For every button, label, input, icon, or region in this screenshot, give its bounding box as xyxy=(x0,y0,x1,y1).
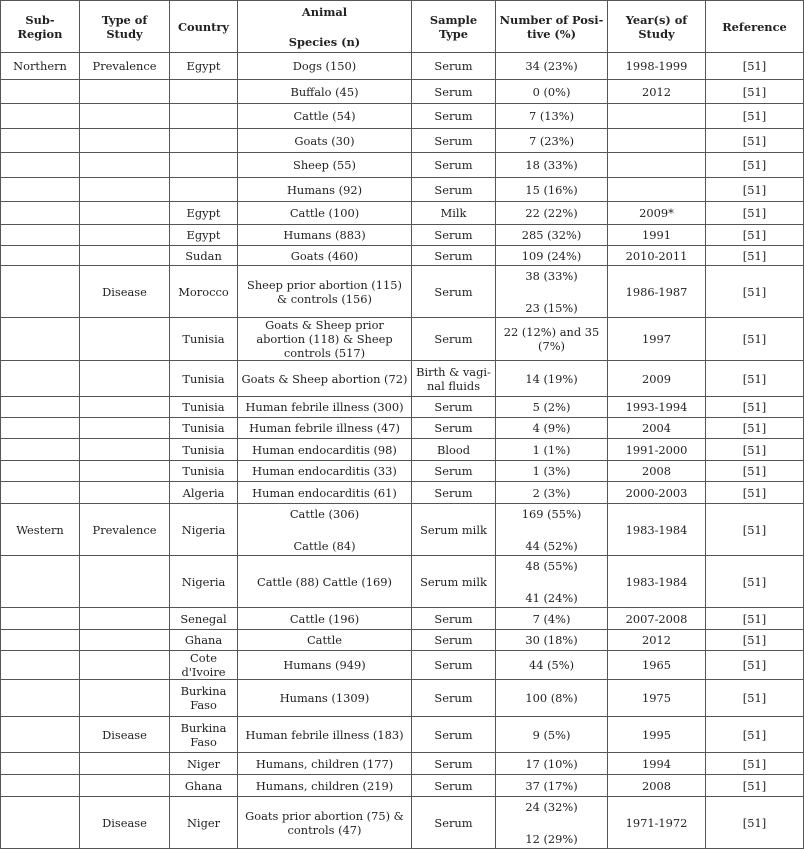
cell-animal-species: Goats prior abortion (75) & controls (47) xyxy=(238,797,412,849)
table-row xyxy=(1,775,804,797)
table-row xyxy=(1,202,804,225)
table-body xyxy=(1,53,804,849)
cell-reference: [51] xyxy=(706,53,804,80)
header-animal-species xyxy=(238,1,412,53)
cell-type-of-study xyxy=(80,556,170,608)
cell-years: 2004 xyxy=(608,418,706,439)
cell-years: 1993-1994 xyxy=(608,397,706,418)
cell-sub-region xyxy=(1,753,80,775)
cell-sample-type: Birth & vagi-nal fluids xyxy=(412,361,496,397)
cell-sample-type: Serum xyxy=(412,266,496,318)
table-row xyxy=(1,129,804,153)
cell-animal-species: Human febrile illness (183) xyxy=(238,717,412,753)
cell-sample-type: Serum xyxy=(412,461,496,482)
cell-sample-type: Serum xyxy=(412,608,496,630)
cell-animal-species: Sheep prior abortion (115) & controls (156) xyxy=(238,266,412,318)
cell-country xyxy=(170,104,238,129)
cell-type-of-study xyxy=(80,397,170,418)
cell-sub-region xyxy=(1,361,80,397)
cell-animal-species: Cattle (88) Cattle (169) xyxy=(238,556,412,608)
cell-animal-species: Humans (1309) xyxy=(238,680,412,717)
table-row xyxy=(1,178,804,202)
cell-country: Morocco xyxy=(170,266,238,318)
cell-sub-region xyxy=(1,80,80,104)
cell-sub-region xyxy=(1,556,80,608)
cell-country: Niger xyxy=(170,753,238,775)
cell-sample-type: Serum xyxy=(412,651,496,680)
cell-sub-region xyxy=(1,461,80,482)
cell-years: 1991 xyxy=(608,225,706,246)
cell-number-positive: 15 (16%) xyxy=(496,178,608,202)
cell-reference: [51] xyxy=(706,418,804,439)
cell-sub-region xyxy=(1,397,80,418)
cell-sub-region xyxy=(1,104,80,129)
cell-number-positive: 285 (32%) xyxy=(496,225,608,246)
cell-reference: [51] xyxy=(706,556,804,608)
cell-country: Cote d'Ivoire xyxy=(170,651,238,680)
cell-type-of-study xyxy=(80,439,170,461)
cell-type-of-study xyxy=(80,630,170,651)
cell-sub-region xyxy=(1,680,80,717)
table-row xyxy=(1,318,804,361)
header-number-positive: Number of Posi-tive (%) xyxy=(496,1,608,53)
cell-animal-species: Humans (883) xyxy=(238,225,412,246)
cell-sub-region: Western xyxy=(1,504,80,556)
table-row xyxy=(1,717,804,753)
cell-reference: [51] xyxy=(706,680,804,717)
cell-animal-species: Humans, children (219) xyxy=(238,775,412,797)
cell-country: Tunisia xyxy=(170,397,238,418)
cell-type-of-study: Disease xyxy=(80,717,170,753)
cell-animal-species xyxy=(238,504,412,556)
cell-reference: [51] xyxy=(706,153,804,178)
cell-years: 1995 xyxy=(608,717,706,753)
table-row xyxy=(1,225,804,246)
cell-type-of-study xyxy=(80,178,170,202)
cell-reference: [51] xyxy=(706,202,804,225)
cell-animal-species: Humans (92) xyxy=(238,178,412,202)
cell-sample-type: Serum xyxy=(412,80,496,104)
cell-years xyxy=(608,178,706,202)
cell-sample-type: Serum xyxy=(412,53,496,80)
cell-sample-type: Serum xyxy=(412,153,496,178)
cell-sample-type: Blood xyxy=(412,439,496,461)
cell-country: Burkina Faso xyxy=(170,717,238,753)
cell-years: 2008 xyxy=(608,461,706,482)
header-sub-region: Sub-Region xyxy=(1,1,80,53)
cell-years xyxy=(608,104,706,129)
cell-reference: [51] xyxy=(706,608,804,630)
cell-country: Tunisia xyxy=(170,361,238,397)
cell-animal-species: Cattle (54) xyxy=(238,104,412,129)
cell-number-positive xyxy=(496,266,608,318)
cell-sample-type: Serum milk xyxy=(412,556,496,608)
table-row xyxy=(1,104,804,129)
cell-sub-region xyxy=(1,651,80,680)
cell-reference: [51] xyxy=(706,651,804,680)
cell-type-of-study xyxy=(80,775,170,797)
table-row xyxy=(1,439,804,461)
cell-type-of-study xyxy=(80,246,170,266)
header-animal-line2: Species (n) xyxy=(288,34,361,49)
cell-sample-type: Serum xyxy=(412,482,496,504)
cell-country: Tunisia xyxy=(170,418,238,439)
cell-reference: [51] xyxy=(706,482,804,504)
cell-type-of-study xyxy=(80,361,170,397)
table-row xyxy=(1,482,804,504)
cell-type-of-study xyxy=(80,608,170,630)
cell-number-positive: 7 (23%) xyxy=(496,129,608,153)
cell-years: 2008 xyxy=(608,775,706,797)
cell-sub-region xyxy=(1,129,80,153)
cell-country: Tunisia xyxy=(170,461,238,482)
cell-sample-type: Milk xyxy=(412,202,496,225)
cell-years: 1983-1984 xyxy=(608,556,706,608)
cell-years: 1971-1972 xyxy=(608,797,706,849)
cell-sub-region xyxy=(1,153,80,178)
cell-sample-type: Serum xyxy=(412,178,496,202)
table-row xyxy=(1,797,804,849)
cell-type-of-study xyxy=(80,104,170,129)
cell-country: Senegal xyxy=(170,608,238,630)
cell-years: 1983-1984 xyxy=(608,504,706,556)
header-country: Country xyxy=(170,1,238,53)
cell-animal-species: Goats & Sheep abortion (72) xyxy=(238,361,412,397)
cell-reference: [51] xyxy=(706,461,804,482)
header-animal-line1: Animal xyxy=(301,4,348,19)
cell-sub-region xyxy=(1,225,80,246)
cell-animal-species: Goats (460) xyxy=(238,246,412,266)
cell-number-positive: 100 (8%) xyxy=(496,680,608,717)
cell-number-positive-bottom: 12 (29%) xyxy=(525,831,578,846)
cell-years: 1997 xyxy=(608,318,706,361)
cell-animal-species: Goats & Sheep prior abortion (118) & Sheep controls (517) xyxy=(238,318,412,361)
cell-number-positive: 22 (12%) and 35 (7%) xyxy=(496,318,608,361)
table-row xyxy=(1,153,804,178)
cell-sub-region xyxy=(1,418,80,439)
cell-type-of-study: Prevalence xyxy=(80,504,170,556)
cell-years: 1991-2000 xyxy=(608,439,706,461)
cell-reference: [51] xyxy=(706,104,804,129)
cell-number-positive-top: 24 (32%) xyxy=(525,799,578,814)
table-row xyxy=(1,753,804,775)
cell-years: 1998-1999 xyxy=(608,53,706,80)
cell-reference: [51] xyxy=(706,178,804,202)
cell-reference: [51] xyxy=(706,753,804,775)
cell-number-positive: 37 (17%) xyxy=(496,775,608,797)
cell-reference: [51] xyxy=(706,797,804,849)
cell-country: Burkina Faso xyxy=(170,680,238,717)
cell-number-positive-top: 48 (55%) xyxy=(525,558,578,573)
cell-number-positive: 1 (1%) xyxy=(496,439,608,461)
cell-years: 2012 xyxy=(608,80,706,104)
table-row xyxy=(1,461,804,482)
cell-years: 1986-1987 xyxy=(608,266,706,318)
cell-sub-region: Northern xyxy=(1,53,80,80)
cell-animal-species: Human endocarditis (98) xyxy=(238,439,412,461)
cell-animal-species: Dogs (150) xyxy=(238,53,412,80)
cell-type-of-study xyxy=(80,129,170,153)
cell-type-of-study xyxy=(80,318,170,361)
cell-sub-region xyxy=(1,630,80,651)
cell-reference: [51] xyxy=(706,630,804,651)
header-sample-type: Sample Type xyxy=(412,1,496,53)
cell-years: 2007-2008 xyxy=(608,608,706,630)
table-row xyxy=(1,630,804,651)
cell-type-of-study xyxy=(80,225,170,246)
cell-number-positive: 44 (5%) xyxy=(496,651,608,680)
cell-reference: [51] xyxy=(706,129,804,153)
cell-number-positive: 1 (3%) xyxy=(496,461,608,482)
cell-years: 2009 xyxy=(608,361,706,397)
cell-reference: [51] xyxy=(706,246,804,266)
cell-reference: [51] xyxy=(706,717,804,753)
cell-reference: [51] xyxy=(706,225,804,246)
cell-sub-region xyxy=(1,482,80,504)
header-reference: Reference xyxy=(706,1,804,53)
cell-type-of-study xyxy=(80,202,170,225)
cell-animal-species: Human febrile illness (47) xyxy=(238,418,412,439)
table-row xyxy=(1,246,804,266)
cell-type-of-study: Prevalence xyxy=(80,53,170,80)
cell-years: 2000-2003 xyxy=(608,482,706,504)
cell-years: 1965 xyxy=(608,651,706,680)
cell-number-positive: 7 (13%) xyxy=(496,104,608,129)
cell-number-positive: 5 (2%) xyxy=(496,397,608,418)
cell-sample-type: Serum xyxy=(412,397,496,418)
cell-sample-type: Serum xyxy=(412,680,496,717)
cell-sample-type: Serum xyxy=(412,775,496,797)
table-row xyxy=(1,266,804,318)
cell-years: 2009* xyxy=(608,202,706,225)
cell-country: Sudan xyxy=(170,246,238,266)
cell-reference: [51] xyxy=(706,504,804,556)
cell-years xyxy=(608,153,706,178)
cell-type-of-study xyxy=(80,80,170,104)
header-type-of-study: Type of Study xyxy=(80,1,170,53)
header-years: Year(s) of Study xyxy=(608,1,706,53)
cell-country: Nigeria xyxy=(170,504,238,556)
cell-type-of-study xyxy=(80,482,170,504)
cell-animal-species: Human febrile illness (300) xyxy=(238,397,412,418)
cell-animal-species: Human endocarditis (33) xyxy=(238,461,412,482)
cell-country: Algeria xyxy=(170,482,238,504)
cell-reference: [51] xyxy=(706,361,804,397)
cell-number-positive: 22 (22%) xyxy=(496,202,608,225)
cell-country: Tunisia xyxy=(170,439,238,461)
table-row xyxy=(1,556,804,608)
table-row xyxy=(1,53,804,80)
cell-type-of-study xyxy=(80,651,170,680)
table-row xyxy=(1,504,804,556)
cell-number-positive: 109 (24%) xyxy=(496,246,608,266)
cell-number-positive-bottom: 44 (52%) xyxy=(525,538,578,553)
cell-number-positive xyxy=(496,556,608,608)
cell-sample-type: Serum xyxy=(412,225,496,246)
table-row xyxy=(1,80,804,104)
cell-number-positive: 14 (19%) xyxy=(496,361,608,397)
cell-animal-species: Cattle (100) xyxy=(238,202,412,225)
cell-sub-region xyxy=(1,608,80,630)
cell-country: Egypt xyxy=(170,202,238,225)
cell-country xyxy=(170,153,238,178)
cell-type-of-study xyxy=(80,418,170,439)
cell-country xyxy=(170,178,238,202)
cell-animal-species: Human endocarditis (61) xyxy=(238,482,412,504)
header-row xyxy=(1,1,804,53)
cell-years: 2010-2011 xyxy=(608,246,706,266)
cell-animal-species: Goats (30) xyxy=(238,129,412,153)
cell-years: 1994 xyxy=(608,753,706,775)
cell-number-positive: 18 (33%) xyxy=(496,153,608,178)
cell-sample-type: Serum xyxy=(412,418,496,439)
cell-animal-species-top: Cattle (306) xyxy=(289,506,360,521)
cell-sample-type: Serum xyxy=(412,318,496,361)
cell-years xyxy=(608,129,706,153)
table-row xyxy=(1,361,804,397)
cell-type-of-study xyxy=(80,461,170,482)
cell-reference: [51] xyxy=(706,318,804,361)
cell-sub-region xyxy=(1,717,80,753)
cell-animal-species: Sheep (55) xyxy=(238,153,412,178)
cell-reference: [51] xyxy=(706,397,804,418)
table-row xyxy=(1,418,804,439)
cell-country: Ghana xyxy=(170,775,238,797)
cell-number-positive-top: 169 (55%) xyxy=(521,506,582,521)
cell-number-positive: 0 (0%) xyxy=(496,80,608,104)
cell-country xyxy=(170,80,238,104)
cell-sub-region xyxy=(1,797,80,849)
cell-number-positive: 30 (18%) xyxy=(496,630,608,651)
cell-type-of-study: Disease xyxy=(80,797,170,849)
cell-country: Egypt xyxy=(170,225,238,246)
cell-number-positive xyxy=(496,504,608,556)
cell-country: Egypt xyxy=(170,53,238,80)
cell-country: Tunisia xyxy=(170,318,238,361)
cell-reference: [51] xyxy=(706,80,804,104)
cell-number-positive xyxy=(496,797,608,849)
cell-number-positive-top: 38 (33%) xyxy=(525,268,578,283)
cell-country: Niger xyxy=(170,797,238,849)
cell-number-positive: 2 (3%) xyxy=(496,482,608,504)
cell-type-of-study xyxy=(80,680,170,717)
cell-sub-region xyxy=(1,202,80,225)
cell-number-positive: 4 (9%) xyxy=(496,418,608,439)
table-row xyxy=(1,680,804,717)
cell-type-of-study: Disease xyxy=(80,266,170,318)
table-row xyxy=(1,608,804,630)
cell-years: 1975 xyxy=(608,680,706,717)
cell-type-of-study xyxy=(80,153,170,178)
cell-animal-species: Cattle xyxy=(238,630,412,651)
cell-animal-species: Buffalo (45) xyxy=(238,80,412,104)
cell-animal-species: Cattle (196) xyxy=(238,608,412,630)
cell-reference: [51] xyxy=(706,775,804,797)
cell-sample-type: Serum xyxy=(412,753,496,775)
cell-sub-region xyxy=(1,439,80,461)
cell-sub-region xyxy=(1,178,80,202)
cell-sample-type: Serum xyxy=(412,717,496,753)
cell-reference: [51] xyxy=(706,439,804,461)
cell-number-positive: 17 (10%) xyxy=(496,753,608,775)
cell-animal-species-bottom: Cattle (84) xyxy=(293,538,356,553)
cell-number-positive: 9 (5%) xyxy=(496,717,608,753)
cell-sub-region xyxy=(1,246,80,266)
cell-animal-species: Humans (949) xyxy=(238,651,412,680)
cell-sample-type: Serum xyxy=(412,630,496,651)
cell-number-positive: 34 (23%) xyxy=(496,53,608,80)
cell-country: Ghana xyxy=(170,630,238,651)
cell-sub-region xyxy=(1,266,80,318)
cell-reference: [51] xyxy=(706,266,804,318)
cell-sample-type: Serum milk xyxy=(412,504,496,556)
cell-sample-type: Serum xyxy=(412,246,496,266)
cell-country: Nigeria xyxy=(170,556,238,608)
cell-country xyxy=(170,129,238,153)
cell-sample-type: Serum xyxy=(412,797,496,849)
cell-sub-region xyxy=(1,775,80,797)
cell-sample-type: Serum xyxy=(412,104,496,129)
cell-number-positive: 7 (4%) xyxy=(496,608,608,630)
cell-type-of-study xyxy=(80,753,170,775)
cell-years: 2012 xyxy=(608,630,706,651)
table-row xyxy=(1,397,804,418)
cell-animal-species: Humans, children (177) xyxy=(238,753,412,775)
table-row xyxy=(1,651,804,680)
cell-number-positive-bottom: 41 (24%) xyxy=(525,590,578,605)
cell-sample-type: Serum xyxy=(412,129,496,153)
cell-sub-region xyxy=(1,318,80,361)
cell-number-positive-bottom: 23 (15%) xyxy=(525,300,578,315)
